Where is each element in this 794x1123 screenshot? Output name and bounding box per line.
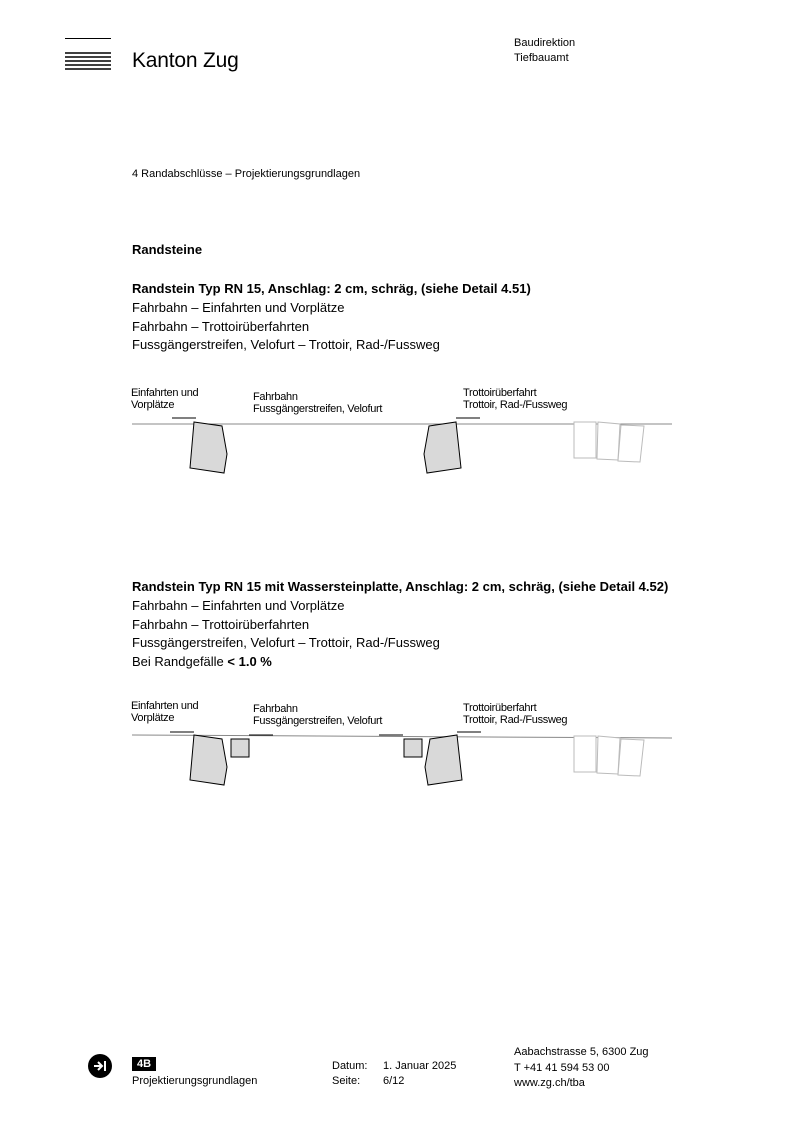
gradient-value: < 1.0 % — [227, 654, 272, 670]
label-fahrbahn — [253, 703, 382, 727]
page-label: Seite: — [332, 1075, 361, 1087]
paving-stone — [597, 736, 620, 774]
paving-stone — [574, 736, 596, 772]
block-title: Randstein Typ RN 15 mit Wassersteinplatte, Anschlag: 2 cm, schräg, (siehe Detail 4.52) — [132, 579, 669, 594]
diagram-rn15-wasserstein — [0, 692, 794, 802]
date-label: Datum: — [332, 1060, 368, 1072]
label-line: Vorplätze — [131, 712, 175, 724]
text-block-rn15-wasserstein — [132, 578, 668, 672]
diagram-rn15-drawing — [0, 380, 794, 490]
label-line: Fahrbahn — [253, 703, 298, 715]
logo-text: Kanton Zug — [132, 49, 239, 72]
diagram-rn15 — [0, 380, 794, 490]
chapter-badge: 4B — [132, 1057, 156, 1071]
heading-randsteine: Randsteine — [132, 242, 203, 257]
document-name: Projektierungsgrundlagen — [132, 1075, 258, 1087]
label-trottoir — [463, 702, 567, 726]
label-line: Trottoirüberfahrt — [463, 702, 537, 714]
label-line: Trottoirüberfahrt — [463, 387, 537, 399]
label-trottoir — [463, 387, 567, 411]
block-line: Fussgängerstreifen, Velofurt – Trottoir, Rad-/Fussweg — [132, 337, 440, 353]
date-value: 1. Januar 2025 — [383, 1060, 457, 1072]
section-title: 4 Randabschlüsse – Projektierungsgrundlagen — [132, 168, 361, 180]
website-link[interactable]: www.zg.ch/tba — [514, 1077, 585, 1089]
water-stone-plate-left — [231, 739, 249, 757]
kanton-zug-logo-lines — [65, 38, 111, 70]
label-line: Fussgängerstreifen, Velofurt — [253, 715, 383, 727]
label-line: Vorplätze — [131, 399, 175, 411]
paving-stone — [574, 422, 596, 458]
block-line: Fussgängerstreifen, Velofurt – Trottoir, Rad-/Fussweg — [132, 635, 440, 651]
label-einfahrten — [131, 387, 198, 411]
label-fahrbahn — [253, 391, 382, 415]
curb-stone-left — [190, 735, 227, 785]
paving-stone — [618, 739, 644, 776]
contact-block — [514, 1045, 649, 1092]
curb-stone-left — [190, 422, 227, 473]
block-line: Fahrbahn – Einfahrten und Vorplätze — [132, 597, 345, 613]
water-stone-plate-right — [404, 739, 422, 757]
exit-arrow-icon — [88, 1054, 112, 1078]
label-line: Einfahrten und — [131, 700, 199, 712]
paving-stone — [597, 422, 620, 460]
gradient-prefix: Bei Randgefälle — [132, 654, 228, 670]
label-line: Einfahrten und — [131, 387, 199, 399]
block-line: Fahrbahn – Trottoirüberfahrten — [132, 616, 310, 632]
department-info — [514, 36, 575, 66]
phone: T +41 41 594 53 00 — [514, 1061, 610, 1074]
block-line: Fahrbahn – Trottoirüberfahrten — [132, 318, 310, 334]
page-value: 6/12 — [383, 1075, 405, 1087]
label-line: Trottoir, Rad-/Fussweg — [463, 714, 568, 726]
block-line-gradient — [132, 653, 668, 672]
label-line: Fahrbahn — [253, 391, 298, 403]
department-name: Baudirektion — [514, 37, 576, 49]
paving-stone — [618, 425, 644, 462]
label-line: Fussgängerstreifen, Velofurt — [253, 403, 383, 415]
curb-stone-right — [425, 735, 462, 785]
diagram-rn15-wasserstein-drawing — [0, 692, 794, 802]
curb-stone-right — [424, 422, 461, 473]
office-name: Tiefbauamt — [514, 52, 569, 64]
text-block-rn15 — [132, 280, 531, 355]
label-line: Trottoir, Rad-/Fussweg — [463, 399, 568, 411]
block-line: Fahrbahn – Einfahrten und Vorplätze — [132, 299, 345, 315]
block-title: Randstein Typ RN 15, Anschlag: 2 cm, schräg, (siehe Detail 4.51) — [132, 281, 531, 296]
label-einfahrten — [131, 700, 198, 724]
address: Aabachstrasse 5, 6300 Zug — [514, 1046, 649, 1058]
